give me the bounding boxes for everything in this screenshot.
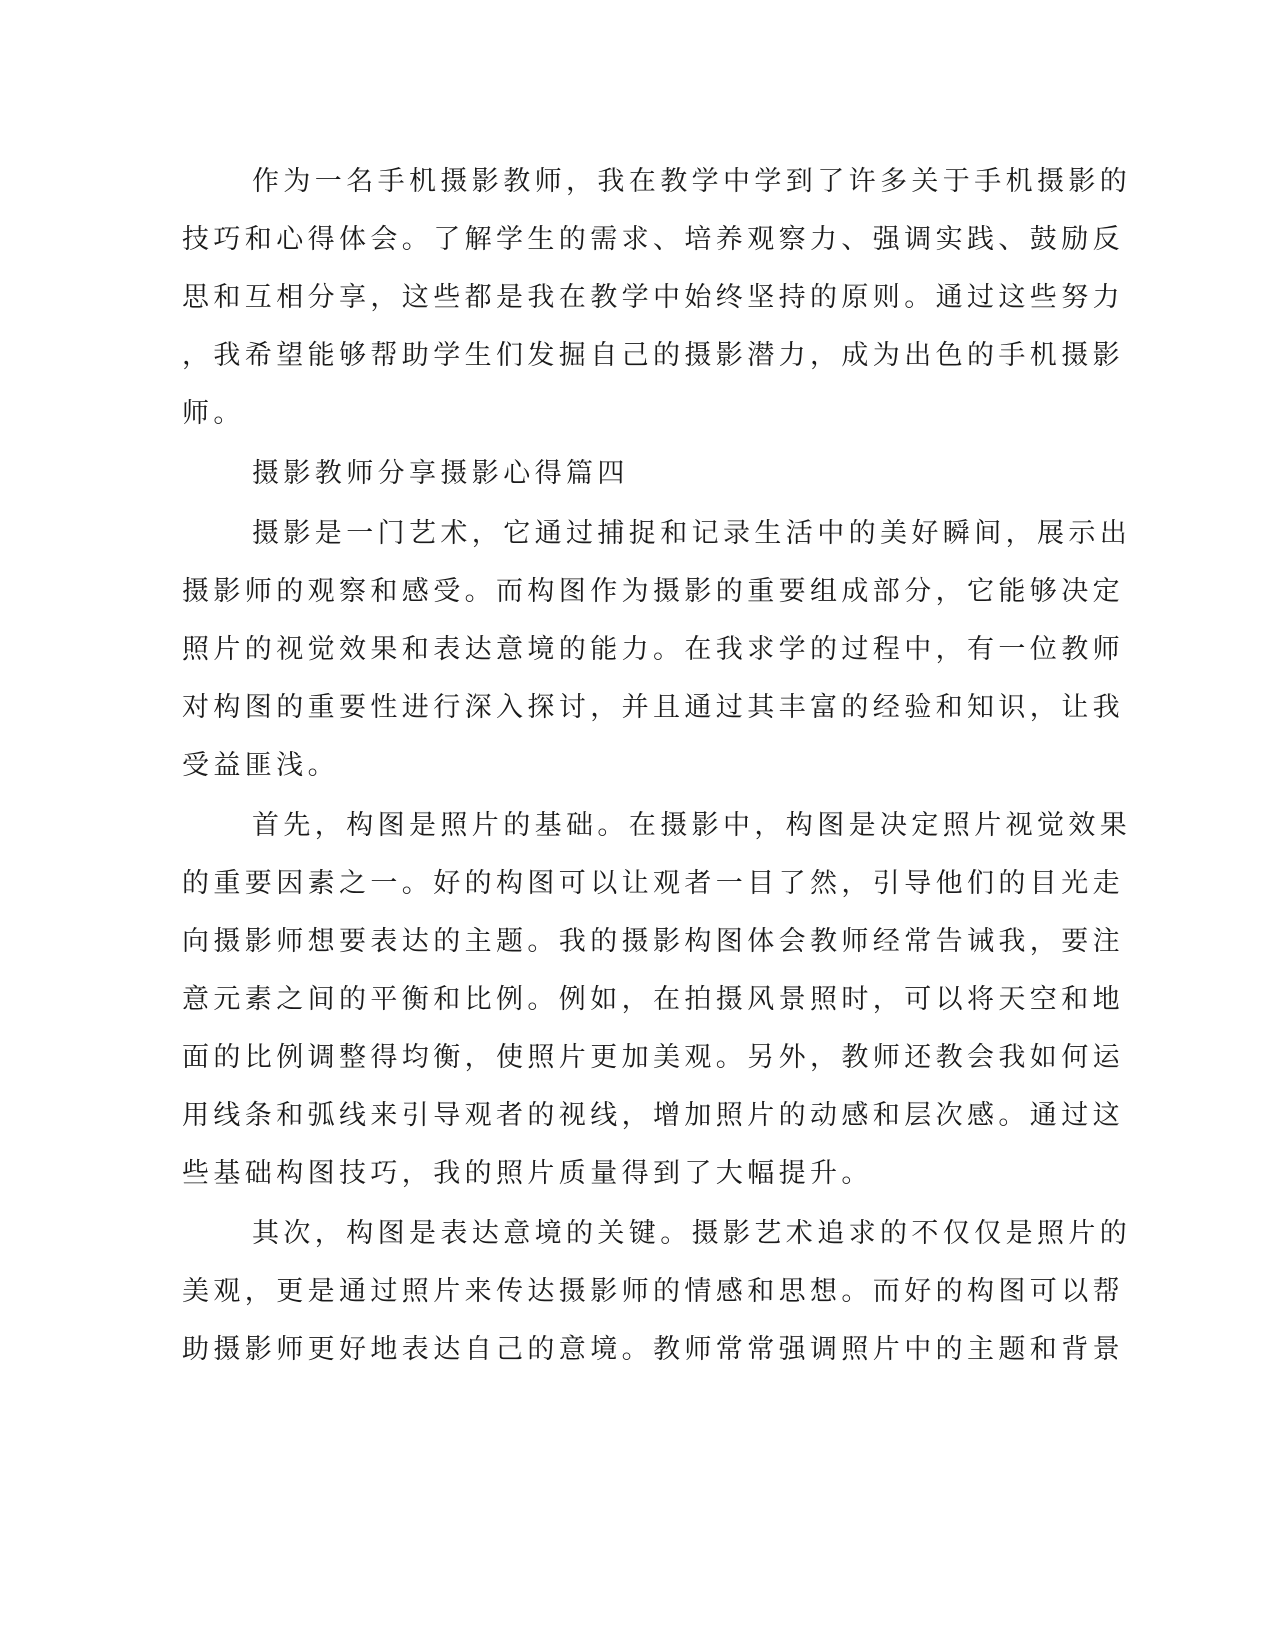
paragraph-line: 些基础构图技巧，我的照片质量得到了大幅提升。 [182, 1158, 873, 1189]
paragraph-line: 照片的视觉效果和表达意境的能力。在我求学的过程中，有一位教师 [182, 634, 1124, 665]
paragraph-line: 作为一名手机摄影教师，我在教学中学到了许多关于手机摄影的 [252, 166, 1132, 197]
paragraph-line: 摄影师的观察和感受。而构图作为摄影的重要组成部分，它能够决定 [182, 576, 1124, 607]
paragraph-line: ，我希望能够帮助学生们发掘自己的摄影潜力，成为出色的手机摄影 [182, 340, 1124, 371]
paragraph-line: 美观，更是通过照片来传达摄影师的情感和思想。而好的构图可以帮 [182, 1276, 1124, 1307]
paragraph-line: 助摄影师更好地表达自己的意境。教师常常强调照片中的主题和背景 [182, 1334, 1124, 1365]
paragraph-line: 用线条和弧线来引导观者的视线，增加照片的动感和层次感。通过这 [182, 1100, 1124, 1131]
paragraph-line: 技巧和心得体会。了解学生的需求、培养观察力、强调实践、鼓励反 [182, 224, 1124, 255]
paragraph-line: 的重要因素之一。好的构图可以让观者一目了然，引导他们的目光走 [182, 868, 1124, 899]
paragraph-line: 对构图的重要性进行深入探讨，并且通过其丰富的经验和知识，让我 [182, 692, 1124, 723]
paragraph-line: 思和互相分享，这些都是我在教学中始终坚持的原则。通过这些努力 [182, 282, 1124, 313]
paragraph-line: 向摄影师想要表达的主题。我的摄影构图体会教师经常告诫我，要注 [182, 926, 1124, 957]
paragraph-line: 其次，构图是表达意境的关键。摄影艺术追求的不仅仅是照片的 [252, 1218, 1132, 1249]
paragraph-line: 意元素之间的平衡和比例。例如，在拍摄风景照时，可以将天空和地 [182, 984, 1124, 1015]
paragraph-line: 摄影是一门艺术，它通过捕捉和记录生活中的美好瞬间，展示出 [252, 518, 1132, 549]
paragraph-line: 首先，构图是照片的基础。在摄影中，构图是决定照片视觉效果 [252, 810, 1132, 841]
paragraph-line: 师。 [182, 398, 245, 429]
paragraph-line: 面的比例调整得均衡，使照片更加美观。另外，教师还教会我如何运 [182, 1042, 1124, 1073]
paragraph-line: 受益匪浅。 [182, 750, 339, 781]
section-heading: 摄影教师分享摄影心得篇四 [252, 458, 629, 489]
